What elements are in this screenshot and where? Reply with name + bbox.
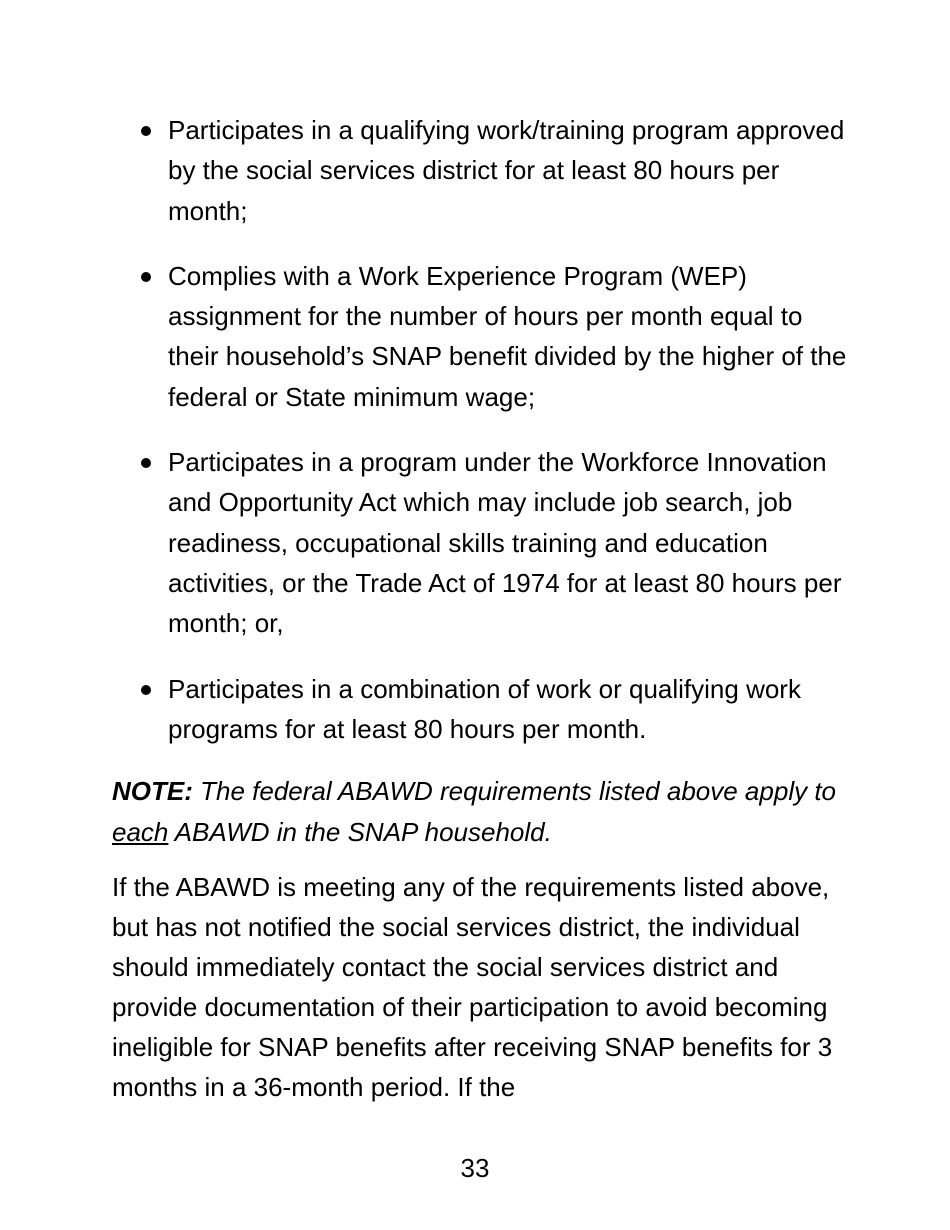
note-emphasis: each [112, 817, 169, 847]
requirements-list [112, 110, 852, 749]
page-number: 33 [460, 1153, 490, 1183]
list-item [112, 110, 852, 231]
list-item-text: Participates in a program under the Workforce Innovation and Opportunity Act which may include job search, job readiness, occupational skills training and education activities, or the Trade Act of 1974 for at least 80 hours per month; or, [168, 447, 842, 639]
list-item-text: Participates in a qualifying work/training program approved by the social services district for at least 80 hours per month; [168, 115, 845, 226]
bullet-icon [141, 272, 151, 282]
body-paragraph: If the ABAWD is meeting any of the requirements listed above, but has not notified the social services district, the individual should immediately contact the social services district and provide documentation of their participation to avoid becoming ineligible for SNAP benefits after receiving SNAP benefits for 3 months in a 36-month period. If the [112, 872, 833, 1102]
list-item-text: Complies with a Work Experience Program (WEP) assignment for the number of hours per month equal to their household’s SNAP benefit divided by the higher of the federal or State minimum wage; [168, 260, 847, 412]
note-paragraph [112, 771, 852, 853]
list-item [112, 256, 852, 417]
bullet-icon [141, 458, 151, 468]
bullet-icon [141, 126, 151, 136]
list-item [112, 669, 852, 750]
list-item-text: Participates in a combination of work or qualifying work programs for at least 80 hours per month. [168, 673, 801, 744]
note-text-before: The federal ABAWD requirements listed above apply to [192, 776, 836, 806]
list-item [112, 442, 852, 643]
note-text-after: ABAWD in the SNAP household. [168, 817, 552, 847]
bullet-icon [141, 685, 151, 695]
note-label: NOTE: [112, 776, 193, 806]
